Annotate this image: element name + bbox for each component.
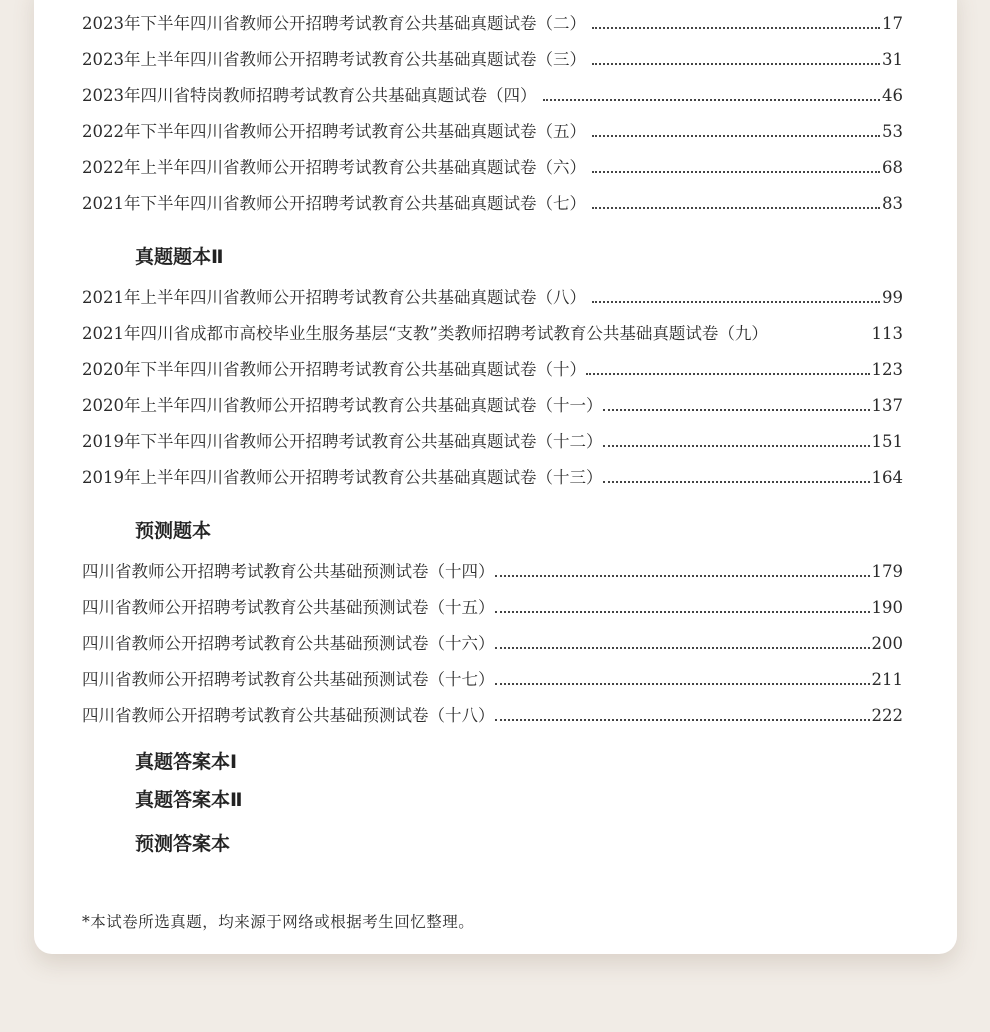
- toc-entry-title: 2020年下半年四川省教师公开招聘考试教育公共基础真题试卷（十）: [82, 360, 586, 379]
- toc-entry-page: 99: [882, 288, 903, 307]
- toc-page: [34, 0, 957, 954]
- dot-leader: [586, 373, 870, 375]
- toc-entry[interactable]: [82, 554, 903, 590]
- dot-leader: [592, 135, 880, 137]
- toc-entry[interactable]: [82, 150, 903, 186]
- toc-entry-page: 46: [882, 86, 903, 105]
- toc-entry[interactable]: [82, 662, 903, 698]
- toc-entry[interactable]: [82, 280, 903, 316]
- toc-entry-title: 四川省教师公开招聘考试教育公共基础预测试卷（十七）: [82, 670, 495, 689]
- toc-entry-page: 222: [871, 706, 903, 725]
- toc-entry[interactable]: [82, 186, 903, 222]
- toc-entry-title: 四川省教师公开招聘考试教育公共基础预测试卷（十四）: [82, 562, 495, 581]
- footnote: *本试卷所选真题，均来源于网络或根据考生回忆整理。: [82, 913, 475, 931]
- toc-entry[interactable]: [82, 316, 903, 352]
- toc-entry-page: 31: [882, 50, 903, 69]
- toc-entry-title: 2021年四川省成都市高校毕业生服务基层“支教”类教师招聘考试教育公共基础真题试卷（九）: [82, 324, 768, 343]
- toc-entry[interactable]: [82, 42, 903, 78]
- dot-leader: [543, 99, 881, 101]
- dot-leader: [592, 207, 880, 209]
- dot-leader: [495, 683, 870, 685]
- toc-entry-page: 164: [871, 468, 903, 487]
- toc-entry-page: 211: [871, 670, 903, 689]
- dot-leader: [603, 481, 870, 483]
- dot-leader: [495, 647, 870, 649]
- toc-entry-title: 2023年四川省特岗教师招聘考试教育公共基础真题试卷（四）: [82, 86, 537, 105]
- section-heading-real-exams-2[interactable]: 真题题本Ⅱ: [135, 246, 224, 268]
- dot-leader: [592, 301, 880, 303]
- toc-entry[interactable]: [82, 6, 903, 42]
- section-heading-prediction[interactable]: 预测题本: [135, 520, 212, 542]
- toc-entry-page: 190: [871, 598, 903, 617]
- toc-entry-title: 2019年下半年四川省教师公开招聘考试教育公共基础真题试卷（十二）: [82, 432, 603, 451]
- toc-entry-title: 2023年上半年四川省教师公开招聘考试教育公共基础真题试卷（三）: [82, 50, 586, 69]
- dot-leader: [603, 445, 870, 447]
- toc-entry[interactable]: [82, 626, 903, 662]
- toc-entry-title: 2023年下半年四川省教师公开招聘考试教育公共基础真题试卷（二）: [82, 14, 586, 33]
- section-heading-answers-2[interactable]: 真题答案本Ⅱ: [135, 789, 243, 811]
- toc-entry-title: 2020年上半年四川省教师公开招聘考试教育公共基础真题试卷（十一）: [82, 396, 603, 415]
- dot-leader: [495, 575, 870, 577]
- toc-entry-page: 137: [871, 396, 903, 415]
- table-of-contents: [82, 6, 903, 866]
- toc-entry-page: 113: [871, 324, 903, 343]
- section-heading-prediction-answers[interactable]: 预测答案本: [135, 833, 231, 855]
- toc-entry-page: 123: [871, 360, 903, 379]
- toc-entry-page: 151: [871, 432, 903, 451]
- toc-entry[interactable]: [82, 78, 903, 114]
- toc-entry-page: 68: [882, 158, 903, 177]
- dot-leader: [603, 409, 870, 411]
- toc-entry[interactable]: [82, 352, 903, 388]
- dot-leader: [495, 719, 870, 721]
- toc-entry-title: 四川省教师公开招聘考试教育公共基础预测试卷（十六）: [82, 634, 495, 653]
- toc-entry[interactable]: [82, 424, 903, 460]
- dot-leader: [495, 611, 870, 613]
- toc-entry-title: 2021年上半年四川省教师公开招聘考试教育公共基础真题试卷（八）: [82, 288, 586, 307]
- dot-leader: [592, 171, 880, 173]
- toc-entry-title: 2019年上半年四川省教师公开招聘考试教育公共基础真题试卷（十三）: [82, 468, 603, 487]
- toc-entry-page: 17: [882, 14, 903, 33]
- toc-entry-title: 四川省教师公开招聘考试教育公共基础预测试卷（十五）: [82, 598, 495, 617]
- toc-entry-page: 53: [882, 122, 903, 141]
- section-heading-answers-1[interactable]: 真题答案本Ⅰ: [135, 751, 238, 773]
- toc-entry-page: 179: [871, 562, 903, 581]
- toc-entry[interactable]: [82, 388, 903, 424]
- toc-entry-page: 200: [871, 634, 903, 653]
- dot-leader: [592, 27, 880, 29]
- toc-entry-page: 83: [882, 194, 903, 213]
- toc-entry[interactable]: [82, 114, 903, 150]
- toc-entry-title: 2021年下半年四川省教师公开招聘考试教育公共基础真题试卷（七）: [82, 194, 586, 213]
- toc-entry-title: 2022年上半年四川省教师公开招聘考试教育公共基础真题试卷（六）: [82, 158, 586, 177]
- toc-entry-title: 四川省教师公开招聘考试教育公共基础预测试卷（十八）: [82, 706, 495, 725]
- dot-leader: [592, 63, 880, 65]
- toc-entry[interactable]: [82, 698, 903, 734]
- toc-entry-title: 2022年下半年四川省教师公开招聘考试教育公共基础真题试卷（五）: [82, 122, 586, 141]
- toc-entry[interactable]: [82, 460, 903, 496]
- toc-entry[interactable]: [82, 590, 903, 626]
